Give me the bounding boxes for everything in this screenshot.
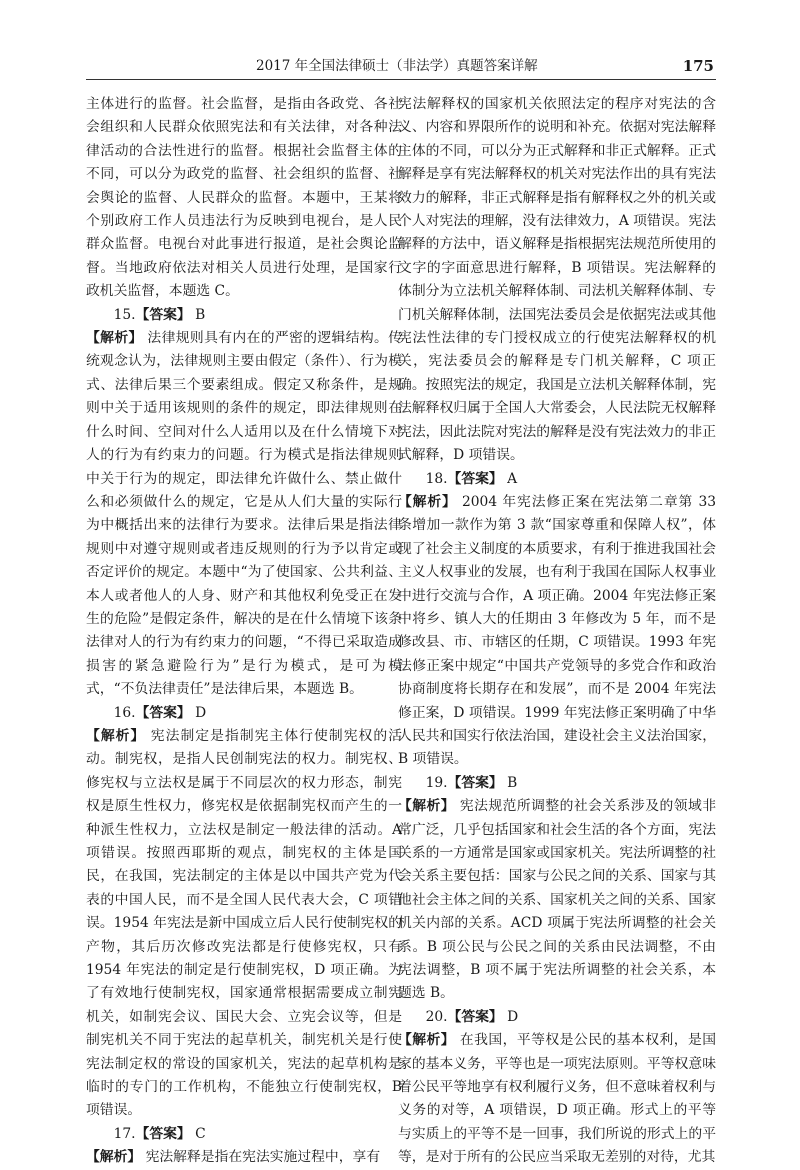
answer-16 — [86, 702, 402, 725]
question-number: 17. — [113, 1125, 136, 1142]
answer-18 — [398, 468, 716, 491]
explanation-tag: 【解析】 — [398, 1032, 456, 1049]
answer-value: A — [507, 470, 518, 487]
answer-value: B — [195, 306, 206, 323]
explanation-text: 在我国，平等权是公民的基本权利，是国家的基本义务，平等也是一项宪法原则。平等权意味着公民平等地享有权利履行义务，但不意味着权利与义务的对等，A 项错误，D 项正确。形式上的平等与实质上的平等不是一回事，我们所说的形式上的平等，是对于所有的公民应当采取无差别的对待，尤其 — [398, 1032, 717, 1166]
answer-tag: 【答案】 — [135, 306, 191, 323]
explanation-15 — [86, 327, 402, 702]
explanation-tag: 【解析】 — [86, 727, 146, 744]
answer-20 — [398, 1006, 716, 1029]
explanation-17 — [86, 1146, 402, 1169]
answer-value: D — [195, 704, 207, 721]
question-number: 20. — [425, 1008, 448, 1025]
explanation-text: 宪法规范所调整的社会关系涉及的领域非常广泛，几乎包括国家和社会生活的各个方面，宪法关系的一方通常是国家或国家机关。宪法所调整的社会关系主要包括：国家与公民之间的关系、国家与其他社会主体之间的关系、国家机关之间的关系、国家机关内部的关系。ACD 项属于宪法所调整的社会关系。B 项公民与公民之间的关系由民法调整，不由宪法调整，B 项不属于宪法所调整的社会关系，本题选 B。 — [398, 798, 717, 1002]
answer-tag: 【答案】 — [135, 704, 191, 721]
answer-17 — [86, 1123, 402, 1146]
answer-tag: 【答案】 — [447, 774, 503, 791]
answer-value: C — [195, 1125, 206, 1142]
answer-tag: 【答案】 — [447, 470, 503, 487]
question-number: 18. — [425, 470, 448, 487]
left-column — [86, 93, 402, 1170]
answer-value: B — [507, 774, 518, 791]
explanation-18 — [398, 491, 716, 772]
explanation-text: 2004 年宪法修正案在宪法第二章第 33 条增加一款作为第 3 款“国家尊重和保障人权”，体现了社会主义制度的本质要求，有利于推进我国社会主义人权事业的发展，也有利于我国在国际人权事业中进行交流与合作，A 项正确。2004 年宪法修正案中将乡、镇人大的任期由 3 年修改为 5 年，而不是修改县、市、市辖区的任期，C 项错误。1993 年宪法修正案中规定“中国共产党领导的多党合作和政治协商制度将长期存在和发展”，而不是 2004 年宪法修正案，D 项错误。1999 年宪法修正案明确了中华人民共和国实行依法治国，建设社会主义法治国家，B 项错误。 — [398, 493, 717, 768]
answer-tag: 【答案】 — [447, 1008, 503, 1025]
explanation-text: 法律规则具有内在的严密的逻辑结构。传统观念认为，法律规则主要由假定（条件）、行为模式、法律后果三个要素组成。假定又称条件，是规则中关于适用该规则的条件的规定，即法律规则在什么时间、空间对什么人适用以及在什么情境下对人的行为有约束力的问题。行为模式是指法律规则中关于行为的规定，即法律允许做什么、禁止做什么和必须做什么的规定，它是从人们大量的实际行为中概括出来的法律行为要求。法律后果是指法律规则中对遵守规则或者违反规则的行为予以肯定或否定评价的规定。本题中“为了使国家、公共利益、本人或者他人的人身、财产和其他权利免受正在发生的危险”是假定条件，解决的是在什么情境下该条法律对人的行为有约束力的问题，“不得已采取造成损害的紧急避险行为”是行为模式，是可为模式，“不负法律责任”是法律后果，本题选 B。 — [86, 330, 403, 698]
answer-value: D — [507, 1008, 519, 1025]
paragraph: 宪法解释权的国家机关依照法定的程序对宪法的含义、内容和界限所作的说明和补充。依据对宪法解释主体的不同，可以分为正式解释和非正式解释。正式解释是享有宪法解释权的机关对宪法作出的具有宪法效力的解释，非正式解释是指有解释权之外的机关或个人对宪法的理解，没有法律效力，A 项错误。宪法解释的方法中，语义解释是指根据宪法规范所使用的文字的字面意思进行解释，B 项错误。宪法解释的体制分为立法机关解释体制、司法机关解释体制、专门机关解释体制，法国宪法委员会是依据宪法或其他宪法性法律的专门授权成立的行使宪法解释权的机关，宪法委员会的解释是专门机关解释，C 项正确。按照宪法的规定，我国是立法机关解释体制，宪法解释权归属于全国人大常委会，人民法院无权解释宪法，因此法院对宪法的解释是没有宪法效力的非正式解释，D 项错误。 — [398, 96, 716, 464]
explanation-text: 宪法解释是指在宪法实施过程中，享有 — [145, 1149, 381, 1166]
question-number: 19. — [425, 774, 448, 791]
header-divider — [86, 79, 716, 80]
explanation-text: 宪法制定是指制宪主体行使制宪权的活动。制宪权，是指人民创制宪法的权力。制宪权、修宪权与立法权是属于不同层次的权力形态，制宪权是原生性权力，修宪权是依据制宪权而产生的一种派生性权力，立法权是制定一般法律的活动。A 项错误。按照西耶斯的观点，制宪权的主体是国民，在我国，宪法制定的主体是以中国共产党为代表的中国人民，而不是全国人民代表大会，C 项错误。1954 年宪法是新中国成立后人民行使制宪权的产物，其后历次修改宪法都是行使修宪权，只有 1954 年宪法的制定是行使制宪权，D 项正确。为了有效地行使制宪权，国家通常根据需要成立制宪机关，如制宪会议、国民大会、立宪会议等，但是制宪机关不同于宪法的起草机关，制宪机关是行使宪法制定权的常设的国家机关，宪法的起草机构是临时的专门的工作机构，不能独立行使制宪权，B 项错误。 — [86, 727, 403, 1119]
explanation-20 — [398, 1029, 716, 1169]
question-number: 16. — [113, 704, 136, 721]
explanation-tag: 【解析】 — [398, 798, 456, 815]
explanation-16 — [86, 725, 402, 1123]
page-number: 175 — [682, 57, 714, 75]
paragraph: 主体进行的监督。社会监督，是指由各政党、各社会组织和人民群众依照宪法和有关法律，对各种法律活动的合法性进行的监督。根据社会监督主体的不同，可以分为政党的监督、社会组织的监督、社会舆论的监督、人民群众的监督。本题中，王某将个别政府工作人员违法行为反映到电视台，是人民群众监督。电视台对此事进行报道，是社会舆论监督。当地政府依法对相关人员进行处理，是国家行政机关监督，本题选 C。 — [86, 96, 402, 300]
answer-tag: 【答案】 — [135, 1125, 191, 1142]
explanation-tag: 【解析】 — [86, 1149, 142, 1166]
question-number: 15. — [113, 306, 136, 323]
explanation-tag: 【解析】 — [86, 330, 143, 347]
answer-19 — [398, 772, 716, 795]
right-column — [398, 93, 716, 1170]
explanation-19 — [398, 795, 716, 1006]
answer-15 — [86, 304, 402, 327]
header-title: 2017 年全国法律硕士（非法学）真题答案详解 — [256, 58, 538, 74]
running-header — [86, 56, 714, 78]
explanation-tag: 【解析】 — [398, 493, 457, 510]
